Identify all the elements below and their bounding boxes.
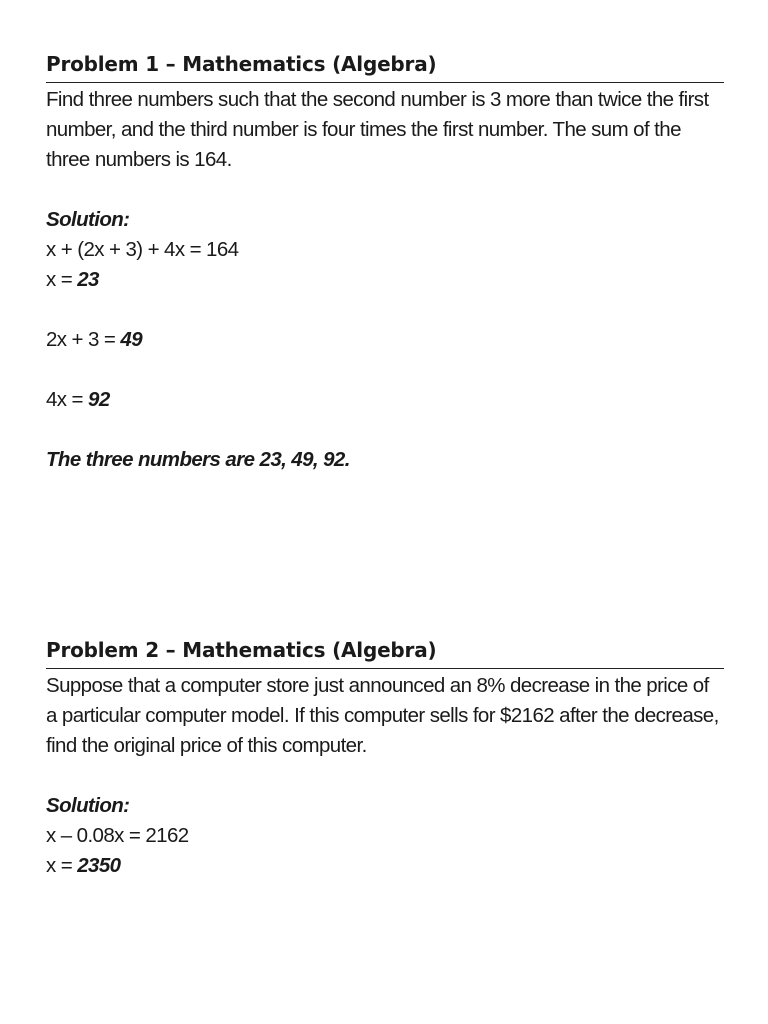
- problem-2-solution-label: Solution:: [46, 794, 130, 817]
- problem-1-solution-label: Solution:: [46, 208, 130, 231]
- problem-1-equation-4-answer: 92: [88, 388, 110, 411]
- problem-1-equation-4-prefix: 4x =: [46, 388, 89, 411]
- problem-2-equation-1: x – 0.08x = 2162: [46, 824, 189, 847]
- problem-1-equation-2: [46, 265, 724, 295]
- problem-2-title: Problem 2 – Mathematics (Algebra): [46, 636, 724, 669]
- problem-1-equation-3: [46, 325, 724, 355]
- problem-1-equation-2-prefix: x =: [46, 268, 78, 291]
- problem-1-equation-4: [46, 385, 724, 415]
- problem-2-equation-2-prefix: x =: [46, 854, 78, 877]
- problem-2-equation-2: [46, 851, 724, 881]
- problem-1-equation-3-prefix: 2x + 3 =: [46, 328, 121, 351]
- problem-2-section: [46, 636, 724, 881]
- problem-1-statement: Find three numbers such that the second number is 3 more than twice the first number, and the third number is four times the first number. The sum of the three numbers is 164.: [46, 88, 709, 171]
- problem-1-equation-2-answer: 23: [77, 268, 99, 291]
- problem-2-equation-2-answer: 2350: [77, 854, 121, 877]
- problem-1-section: [46, 50, 724, 475]
- problem-1-equation-1: x + (2x + 3) + 4x = 164: [46, 238, 239, 261]
- problem-1-title: Problem 1 – Mathematics (Algebra): [46, 50, 724, 83]
- problem-1-conclusion: The three numbers are 23, 49, 92.: [46, 448, 350, 471]
- problem-2-statement: Suppose that a computer store just announced an 8% decrease in the price of a particular computer model. If this computer sells for $2162 after the decrease, find the original price of this computer.: [46, 674, 719, 757]
- problem-1-equation-3-answer: 49: [120, 328, 142, 351]
